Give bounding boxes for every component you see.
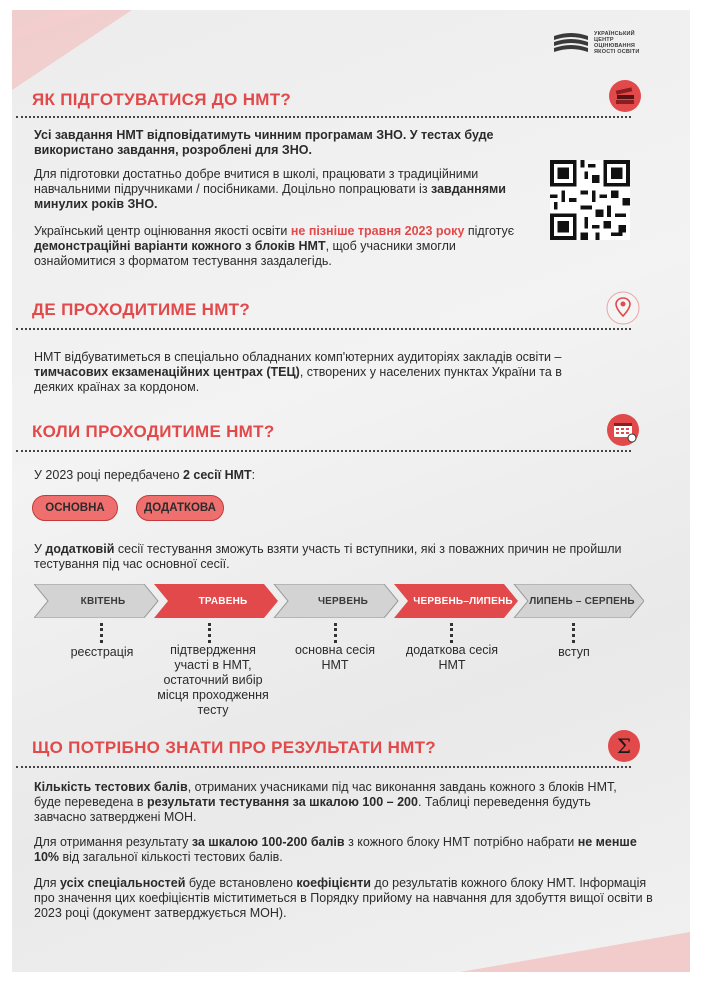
ucoyo-logo — [552, 30, 640, 56]
extra-session-paragraph — [34, 542, 624, 572]
text-run: до результатів кожного блоку НМТ. Інформація про значення цих коефіцієнтів міститиметься в Порядку прийому на навчання для здобуття вищої освіти в 2023 році (документ затверджується МОН). — [34, 876, 653, 920]
location-paragraph — [34, 350, 594, 395]
logo-line: ОЦІНЮВАННЯ — [594, 43, 636, 49]
text-run-bold: завданнями минулих років ЗНО. — [34, 182, 506, 211]
timeline-connector — [334, 623, 337, 643]
text-run-bold: 2 сесії НМТ — [183, 468, 252, 482]
text-run-bold: за шкалою 100-200 балів — [191, 835, 345, 849]
text-run-bold: Кількість тестових балів — [34, 780, 188, 794]
section-divider — [16, 116, 631, 118]
results-paragraph-2 — [34, 835, 664, 865]
text-run-bold: результати тестування за шкалою 100 – 200 — [146, 795, 418, 809]
timeline-caption: реєстрація — [70, 645, 134, 659]
timeline-label: ТРАВЕНЬ — [198, 596, 248, 607]
timeline-label: ЛИПЕНЬ – СЕРПЕНЬ — [529, 596, 635, 607]
text-run: Для отримання результату — [34, 835, 192, 849]
timeline-label: КВІТЕНЬ — [80, 596, 126, 607]
text-run: : — [251, 468, 256, 482]
results-paragraph-3 — [34, 876, 654, 921]
timeline-label: ЧЕРВЕНЬ — [317, 596, 369, 607]
calendar-icon — [605, 412, 641, 448]
text-run-bold: усіх спеціальностей — [60, 876, 186, 890]
text-run: Для — [34, 876, 61, 890]
text-run-bold: тимчасових екзаменаційних центрах (ТЕЦ) — [34, 365, 300, 379]
text-run: , створених у населених пунктах України та в деяких країнах за кордоном. — [34, 365, 562, 394]
info-page — [12, 10, 690, 972]
session-pill-extra: ДОДАТКОВА — [136, 495, 224, 521]
session-pill-main: ОСНОВНА — [32, 495, 118, 521]
location-pin-icon — [605, 290, 641, 326]
sessions-intro — [34, 468, 534, 483]
text-run: буде встановлено — [185, 876, 297, 890]
timeline-caption: додаткова сесія НМТ — [405, 643, 499, 672]
text-run: від загальної кількості тестових балів. — [59, 850, 283, 864]
section-title-location: ДЕ ПРОХОДИТИМЕ НМТ? — [32, 300, 251, 319]
text-run: Для підготовки достатньо добре вчитися в школі, працювати з традиційними навчальними підручниками / посібниками. Доцільно попрацювати із — [34, 167, 479, 196]
text-run: підготує — [464, 224, 515, 238]
text-run-highlight: не пізніше травня 2023 року — [290, 224, 465, 238]
timeline-caption: вступ — [558, 645, 590, 659]
logo-line: УКРАЇНСЬКИЙ — [594, 31, 635, 37]
logo-mark-icon — [552, 30, 590, 56]
text-run: У 2023 році передбачено — [34, 468, 183, 482]
corner-decoration-bottom — [460, 932, 690, 972]
preparation-paragraph-3 — [34, 224, 539, 269]
corner-decoration-top — [12, 10, 142, 100]
timeline-connector — [100, 623, 103, 643]
svg-text:Σ: Σ — [616, 734, 632, 758]
text-run: сесії тестування зможуть взяти участь ті вступники, які з поважних причин не пройшли тестування під час основної сесії. — [34, 542, 622, 571]
text-run-bold: демонстраційні варіанти кожного з блоків НМТ — [34, 239, 326, 253]
text-run-bold: не менше 10% — [34, 835, 637, 864]
sigma-icon — [606, 728, 642, 764]
timeline-connector — [572, 623, 575, 643]
text-run: . Таблиці переведення будуть завчасно затверджені МОН. — [34, 795, 591, 824]
section-divider — [16, 766, 631, 768]
timeline-connector — [450, 623, 453, 643]
section-divider — [16, 328, 631, 330]
timeline-caption: підтвердження участі в НМТ, остаточний вибір місця проходження тесту — [157, 643, 269, 717]
text-run: , отриманих учасниками під час виконання завдань кожного з блоків НМТ, буде переведена в — [34, 780, 617, 809]
logo-line: ЯКОСТІ ОСВІТИ — [594, 49, 640, 55]
section-title-dates: КОЛИ ПРОХОДИТИМЕ НМТ? — [32, 422, 275, 441]
section-title-results: ЩО ПОТРІБНО ЗНАТИ ПРО РЕЗУЛЬТАТИ НМТ? — [32, 738, 436, 757]
preparation-lead: Усі завдання НМТ відповідатимуть чинним програмам ЗНО. У тестах буде використано завдання, розроблені для ЗНО. — [34, 128, 494, 157]
timeline-caption: основна сесія НМТ — [294, 643, 376, 672]
qr-code[interactable] — [550, 160, 630, 240]
books-icon — [607, 78, 643, 114]
text-run-bold: додатковій — [45, 542, 115, 556]
section-title-preparation: ЯК ПІДГОТУВАТИСЯ ДО НМТ? — [32, 90, 292, 109]
text-run: У — [34, 542, 46, 556]
logo-text — [594, 31, 640, 55]
text-run: з кожного блоку НМТ потрібно набрати — [344, 835, 578, 849]
text-run: , щоб учасники змогли ознайомитися з форматом тестування заздалегідь. — [34, 239, 456, 268]
timeline-connector — [208, 623, 211, 643]
text-run-bold: коефіцієнти — [296, 876, 371, 890]
text-run: Український центр оцінювання якості освіти — [34, 224, 291, 238]
logo-line: ЦЕНТР — [594, 37, 614, 43]
results-paragraph-1 — [34, 780, 624, 825]
text-run: НМТ відбуватиметься в спеціально обладнаних комп'ютерних аудиторіях закладів освіти – — [34, 350, 562, 364]
section-divider — [16, 450, 631, 452]
timeline-label: ЧЕРВЕНЬ–ЛИПЕНЬ — [413, 596, 513, 607]
preparation-paragraph-2 — [34, 167, 539, 212]
